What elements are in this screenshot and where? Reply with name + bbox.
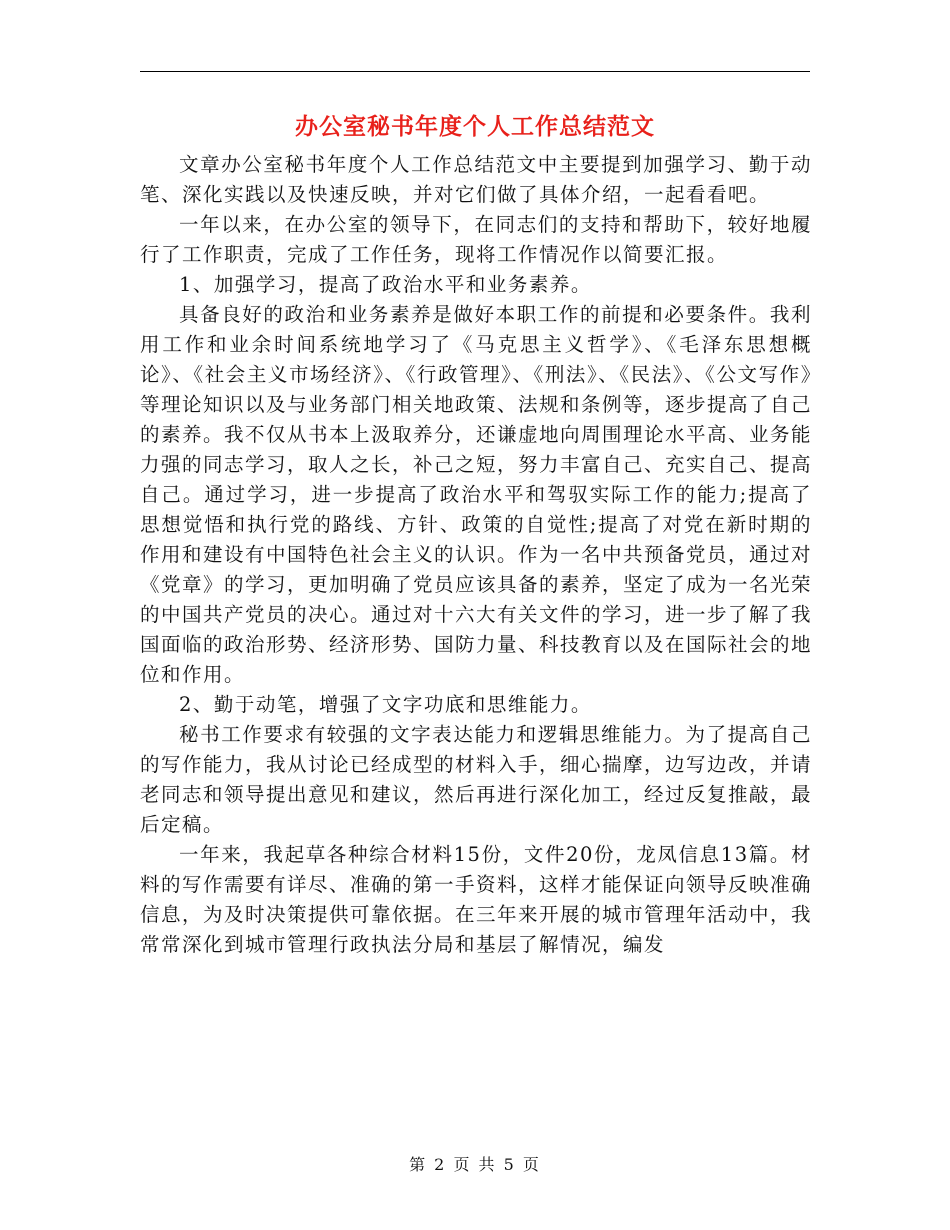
- section-heading-writing: 2、勤于动笔，增强了文字功底和思维能力。: [179, 693, 592, 716]
- section-heading-study: 1、加强学习，提高了政治水平和业务素养。: [179, 273, 592, 296]
- paragraph-intro: 文章办公室秘书年度个人工作总结范文中主要提到加强学习、勤于动笔、深化实践以及快速反映，并对它们做了具体介绍，一起看看吧。: [140, 153, 812, 206]
- paragraph-overview: 一年以来，在办公室的领导下，在同志们的支持和帮助下，较好地履行了工作职责，完成了工作任务，现将工作情况作以简要汇报。: [140, 213, 812, 266]
- document-title: 办公室秘书年度个人工作总结范文: [295, 113, 655, 140]
- document-body: [140, 150, 812, 960]
- header-rule: [140, 71, 810, 72]
- paragraph-writing: 秘书工作要求有较强的文字表达能力和逻辑思维能力。为了提高自己的写作能力，我从讨论已经成型的材料入手，细心揣摩，边写边改，并请老同志和领导提出意见和建议，然后再进行深化加工，经过反复推敲，最后定稿。: [140, 723, 813, 836]
- paragraph-materials: 一年来，我起草各种综合材料15份，文件20份，龙凤信息13篇。材料的写作需要有详尽、准确的第一手资料，这样才能保证向领导反映准确信息，为及时决策提供可靠依据。在三年来开展的城市管理年活动中，我常常深化到城市管理行政执法分局和基层了解情况，编发: [140, 843, 813, 956]
- paragraph-study: 具备良好的政治和业务素养是做好本职工作的前提和必要条件。我利用工作和业余时间系统地学习了《马克思主义哲学》、《毛泽东思想概论》、《社会主义市场经济》、《行政管理》、《刑法》、《民法》、《公文写作》等理论知识以及与业务部门相关地政策、法规和条例等，逐步提高了自己的素养。我不仅从书本上汲取养分，还谦虚地向周围理论水平高、业务能力强的同志学习，取人之长，补己之短，努力丰富自己、充实自己、提高自己。通过学习，进一步提高了政治水平和驾驭实际工作的能力;提高了思想觉悟和执行党的路线、方针、政策的自觉性;提高了对党在新时期的作用和建设有中国特色社会主义的认识。作为一名中共预备党员，通过对《党章》的学习，更加明确了党员应该具备的素养，坚定了成为一名光荣的中国共产党员的决心。通过对十六大有关文件的学习，进一步了解了我国面临的政治形势、经济形势、国防力量、科技教育以及在国际社会的地位和作用。: [140, 303, 813, 686]
- page-number-footer: 第 2 页 共 5 页: [409, 1155, 541, 1174]
